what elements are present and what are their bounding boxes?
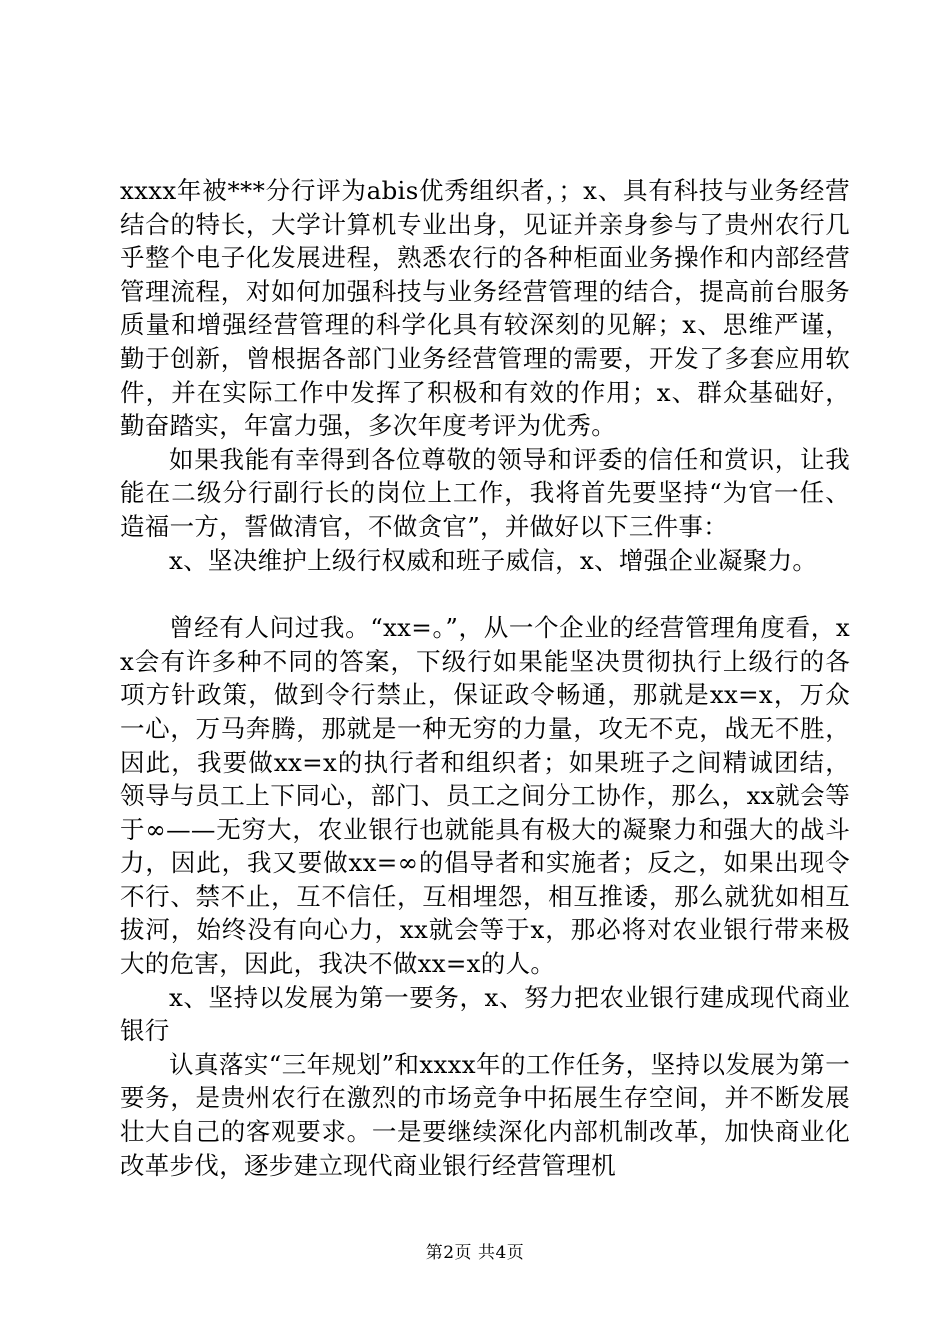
paragraph-planning: 认真落实“三年规划”和xxxx年的工作任务，坚持以发展为第一要务，是贵州农行在激烈的市场竞争中拓展生存空间，并不断发展壮大自己的客观要求。一是要继续深化内部机制改革，加快商业化改革步伐，逐步建立现代商业银行经营管理机	[120, 1049, 850, 1180]
paragraph-item-authority: x、坚决维护上级行权威和班子威信，x、增强企业凝聚力。	[169, 545, 818, 575]
document-body	[120, 174, 850, 1182]
paragraph-cohesion: 曾经有人问过我。“xx=。”，从一个企业的经营管理角度看，xx会有许多种不同的答案，下级行如果能坚决贯彻执行上级行的各项方针政策，做到令行禁止，保证政令畅通，那就是xx=x，万众一心，万马奔腾，那就是一种无穷的力量，攻无不克，战无不胜，因此，我要做xx=x的执行者和组织者；如果班子之间精诚团结，领导与员工上下同心，部门、员工之间分工协作，那么，xx就会等于∞——无穷大，农业银行也就能具有极大的凝聚力和强大的战斗力，因此，我又要做xx=∞的倡导者和实施者；反之，如果出现令不行、禁不止，互不信任，互相埋怨，相互推诿，那么就犹如相互拔河，始终没有向心力，xx就会等于x，那必将对农业银行带来极大的危害，因此，我决不做xx=x的人。	[120, 613, 850, 979]
paragraph-commitment: 如果我能有幸得到各位尊敬的领导和评委的信任和赏识，让我能在二级分行副行长的岗位上工作，我将首先要坚持“为官一任、造福一方，誓做清官，不做贪官”，并做好以下三件事：	[120, 444, 850, 541]
paragraph-item-development: x、坚持以发展为第一要务，x、努力把农业银行建成现代商业银行	[120, 982, 850, 1046]
page-number-footer: 第2页 共4页	[425, 1243, 525, 1263]
paragraph-qualifications: xxxx年被***分行评为abis优秀组织者，；x、具有科技与业务经营结合的特长，大学计算机专业出身，见证并亲身参与了贵州农行几乎整个电子化发展进程，熟悉农行的各种柜面业务操作和内部经营管理流程，对如何加强科技与业务经营管理的结合，提高前台服务质量和增强经营管理的科学化具有较深刻的见解；x、思维严谨，勤于创新，曾根据各部门业务经营管理的需要，开发了多套应用软件，并在实际工作中发挥了积极和有效的作用；x、群众基础好，勤奋踏实，年富力强，多次年度考评为优秀。	[120, 176, 850, 441]
paragraph-spacer	[120, 577, 850, 611]
